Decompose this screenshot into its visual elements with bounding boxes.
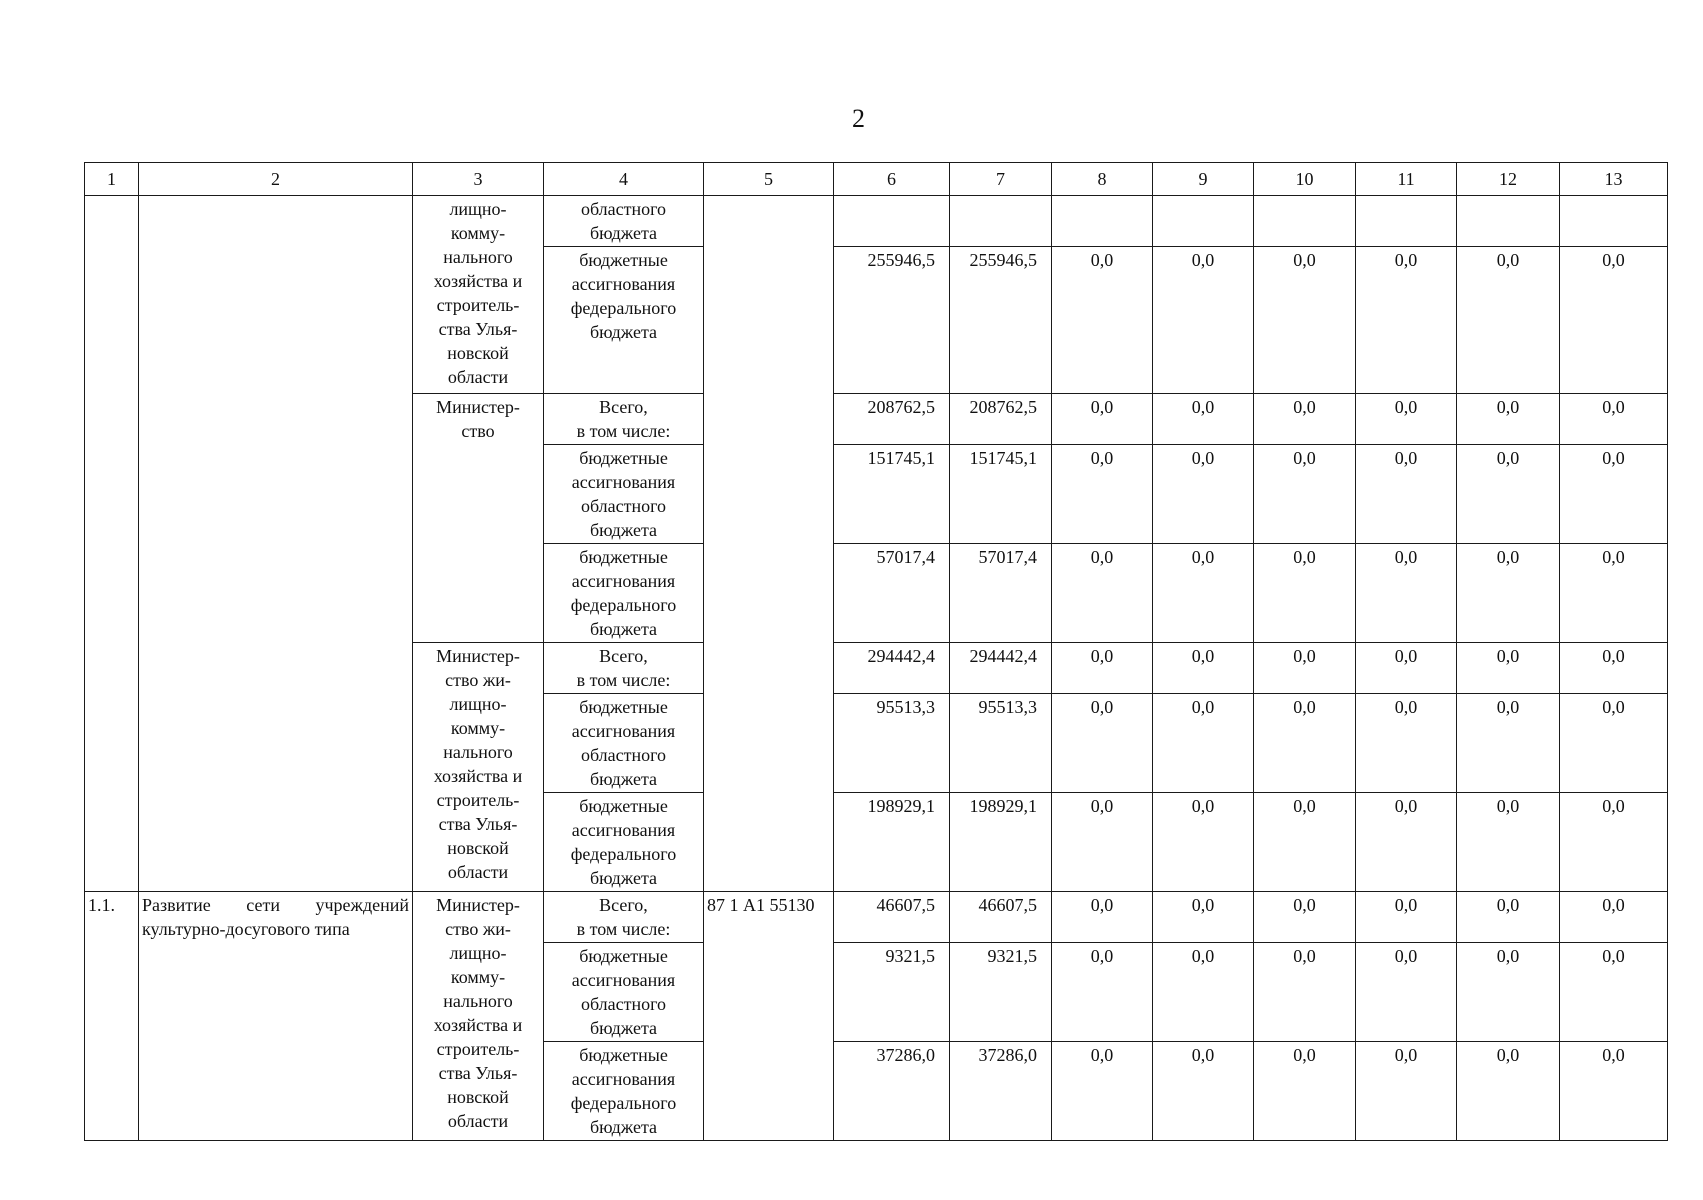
source-cell: бюджетные ассигнования федерального бюджета [544, 247, 704, 394]
value-cell: 0,0 [1153, 793, 1254, 892]
event-name-cell: Развитие сети учреждений культурно-досугового типа [139, 892, 413, 1141]
value-cell: 37286,0 [950, 1042, 1052, 1141]
value-cell: 0,0 [1254, 247, 1356, 394]
header-cell: 6 [834, 163, 950, 196]
value-cell: 0,0 [1457, 892, 1560, 943]
header-cell: 13 [1560, 163, 1668, 196]
table-row [85, 892, 1668, 943]
value-cell: 0,0 [1457, 394, 1560, 445]
value-cell: 198929,1 [834, 793, 950, 892]
value-cell: 0,0 [1560, 694, 1668, 793]
value-cell [950, 196, 1052, 247]
value-cell: 0,0 [1560, 892, 1668, 943]
value-cell: 0,0 [1356, 793, 1457, 892]
value-cell [1254, 196, 1356, 247]
value-cell: 0,0 [1052, 694, 1153, 793]
table-row [85, 196, 1668, 247]
value-cell: 95513,3 [834, 694, 950, 793]
value-cell: 0,0 [1254, 943, 1356, 1042]
table-header-row [85, 163, 1668, 196]
header-cell: 9 [1153, 163, 1254, 196]
value-cell: 0,0 [1052, 445, 1153, 544]
value-cell: 0,0 [1153, 643, 1254, 694]
value-cell: 0,0 [1153, 1042, 1254, 1141]
header-cell: 10 [1254, 163, 1356, 196]
value-cell: 0,0 [1254, 793, 1356, 892]
executor-cell: Министер- ство [413, 394, 544, 643]
value-cell: 0,0 [1560, 643, 1668, 694]
value-cell: 9321,5 [834, 943, 950, 1042]
source-cell: бюджетные ассигнования областного бюджета [544, 445, 704, 544]
value-cell: 294442,4 [950, 643, 1052, 694]
source-cell: Всего, в том числе: [544, 892, 704, 943]
value-cell [834, 196, 950, 247]
header-cell: 4 [544, 163, 704, 196]
value-cell [1052, 196, 1153, 247]
value-cell: 0,0 [1356, 544, 1457, 643]
number-cell [85, 196, 139, 892]
value-cell: 0,0 [1560, 394, 1668, 445]
value-cell: 0,0 [1153, 943, 1254, 1042]
value-cell: 0,0 [1560, 247, 1668, 394]
header-cell: 7 [950, 163, 1052, 196]
value-cell: 0,0 [1052, 1042, 1153, 1141]
value-cell: 0,0 [1153, 694, 1254, 793]
value-cell: 0,0 [1052, 394, 1153, 445]
source-cell: бюджетные ассигнования областного бюджета [544, 694, 704, 793]
value-cell: 255946,5 [950, 247, 1052, 394]
header-cell: 1 [85, 163, 139, 196]
header-cell: 5 [704, 163, 834, 196]
value-cell: 294442,4 [834, 643, 950, 694]
source-cell: бюджетные ассигнования федерального бюджета [544, 544, 704, 643]
value-cell: 0,0 [1560, 943, 1668, 1042]
number-cell: 1.1. [85, 892, 139, 1141]
header-cell: 11 [1356, 163, 1457, 196]
value-cell: 0,0 [1457, 445, 1560, 544]
value-cell [1153, 196, 1254, 247]
value-cell: 37286,0 [834, 1042, 950, 1141]
budget-table [84, 162, 1668, 1141]
value-cell: 0,0 [1254, 892, 1356, 943]
header-cell: 12 [1457, 163, 1560, 196]
value-cell: 0,0 [1457, 793, 1560, 892]
value-cell: 0,0 [1457, 694, 1560, 793]
value-cell: 0,0 [1052, 943, 1153, 1042]
value-cell: 0,0 [1457, 1042, 1560, 1141]
value-cell: 0,0 [1457, 943, 1560, 1042]
value-cell: 0,0 [1356, 1042, 1457, 1141]
value-cell: 0,0 [1153, 445, 1254, 544]
value-cell [1457, 196, 1560, 247]
value-cell: 46607,5 [834, 892, 950, 943]
value-cell: 0,0 [1254, 394, 1356, 445]
source-cell: бюджетные ассигнования областного бюджета [544, 943, 704, 1042]
value-cell: 0,0 [1153, 544, 1254, 643]
page-number: 2 [852, 104, 865, 133]
value-cell: 0,0 [1457, 544, 1560, 643]
value-cell: 0,0 [1254, 1042, 1356, 1141]
value-cell: 151745,1 [834, 445, 950, 544]
value-cell: 0,0 [1457, 643, 1560, 694]
value-cell: 46607,5 [950, 892, 1052, 943]
value-cell: 0,0 [1356, 643, 1457, 694]
value-cell: 0,0 [1560, 793, 1668, 892]
value-cell: 0,0 [1356, 943, 1457, 1042]
executor-cell: Министер- ство жи- лищно- комму- нального хозяйства и строитель- ства Улья- новской области [413, 643, 544, 892]
value-cell: 0,0 [1052, 892, 1153, 943]
code-cell: 87 1 А1 55130 [704, 892, 834, 1141]
value-cell: 0,0 [1254, 445, 1356, 544]
value-cell: 0,0 [1560, 1042, 1668, 1141]
value-cell: 0,0 [1153, 247, 1254, 394]
header-cell: 8 [1052, 163, 1153, 196]
header-cell: 2 [139, 163, 413, 196]
value-cell: 0,0 [1560, 445, 1668, 544]
value-cell [1560, 196, 1668, 247]
value-cell: 0,0 [1052, 643, 1153, 694]
value-cell: 0,0 [1560, 544, 1668, 643]
value-cell: 0,0 [1356, 892, 1457, 943]
value-cell: 0,0 [1254, 643, 1356, 694]
value-cell: 208762,5 [834, 394, 950, 445]
value-cell: 208762,5 [950, 394, 1052, 445]
value-cell: 0,0 [1153, 892, 1254, 943]
value-cell: 151745,1 [950, 445, 1052, 544]
value-cell: 0,0 [1356, 445, 1457, 544]
source-cell: Всего, в том числе: [544, 643, 704, 694]
source-cell: Всего, в том числе: [544, 394, 704, 445]
value-cell: 0,0 [1254, 544, 1356, 643]
value-cell: 9321,5 [950, 943, 1052, 1042]
value-cell: 0,0 [1356, 394, 1457, 445]
value-cell: 0,0 [1457, 247, 1560, 394]
source-cell: бюджетные ассигнования федерального бюджета [544, 793, 704, 892]
value-cell: 0,0 [1052, 247, 1153, 394]
header-cell: 3 [413, 163, 544, 196]
value-cell: 0,0 [1254, 694, 1356, 793]
code-cell [704, 196, 834, 892]
value-cell: 0,0 [1356, 247, 1457, 394]
source-cell: областного бюджета [544, 196, 704, 247]
value-cell: 57017,4 [834, 544, 950, 643]
value-cell: 57017,4 [950, 544, 1052, 643]
value-cell: 0,0 [1052, 793, 1153, 892]
value-cell [1356, 196, 1457, 247]
value-cell: 0,0 [1052, 544, 1153, 643]
value-cell: 95513,3 [950, 694, 1052, 793]
source-cell: бюджетные ассигнования федерального бюджета [544, 1042, 704, 1141]
executor-cell: Министер- ство жи- лищно- комму- нального хозяйства и строитель- ства Улья- новской области [413, 892, 544, 1141]
executor-cell: лищно- комму- нального хозяйства и строитель- ства Улья- новской области [413, 196, 544, 394]
event-name-cell [139, 196, 413, 892]
value-cell: 198929,1 [950, 793, 1052, 892]
value-cell: 0,0 [1356, 694, 1457, 793]
value-cell: 255946,5 [834, 247, 950, 394]
value-cell: 0,0 [1153, 394, 1254, 445]
